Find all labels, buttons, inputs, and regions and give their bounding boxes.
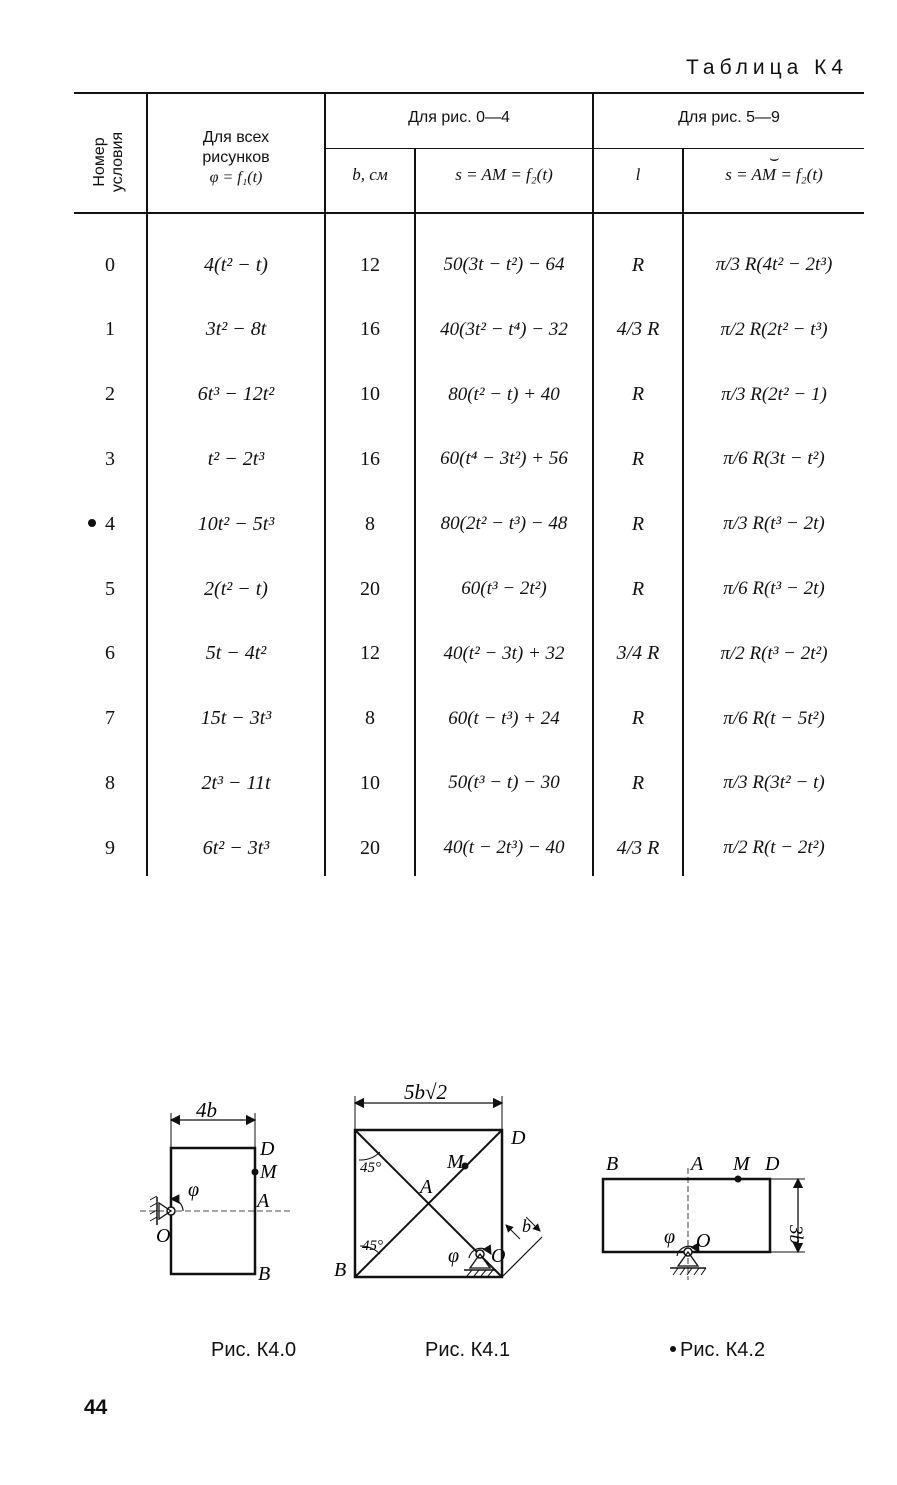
cell-s: 50(t³ − t) − 30 <box>448 772 560 794</box>
cell-phi: 5t − 4t² <box>205 642 267 665</box>
cell-s-arc: π/6 R(t − 5t²) <box>723 707 825 729</box>
cell-s-arc: π/6 R(3t − t²) <box>723 448 825 470</box>
cell-b: 10 <box>360 771 380 794</box>
header-l: l <box>635 165 641 184</box>
cell-s: 80(2t² − t³) − 48 <box>440 513 568 535</box>
k41-width-label: 5b√2 <box>404 1080 448 1104</box>
k42-height-label: 3b <box>785 1225 806 1244</box>
figures-area <box>0 1080 897 1480</box>
cell-b: 10 <box>360 383 380 406</box>
header-condition-no <box>91 124 131 200</box>
table-top-rule <box>74 92 864 94</box>
table-subheader-rule <box>325 148 864 149</box>
k41-angle-top: 45° <box>360 1160 381 1176</box>
cell-l: 4/3 R <box>616 318 660 341</box>
cell-l: R <box>631 577 645 600</box>
cell-s-arc: π/6 R(t³ − 2t) <box>723 578 825 599</box>
cell-phi: 4(t² − t) <box>204 253 268 276</box>
cell-s: 60(t⁴ − 3t²) + 56 <box>440 448 568 470</box>
cell-l: R <box>631 447 645 470</box>
header-condition-line1: Номер <box>91 137 108 187</box>
cell-condition-no: 2 <box>105 383 115 406</box>
k41-label-a: A <box>420 1176 433 1198</box>
cell-s: 40(3t² − t⁴) − 32 <box>440 318 568 340</box>
header-all-line3: φ = f₁(t) <box>209 169 263 186</box>
cell-s: 60(t³ − 2t²) <box>461 578 547 599</box>
k41-label-o: O <box>491 1245 506 1267</box>
figure-k4-0 <box>140 1098 290 1285</box>
cell-l: R <box>631 512 645 535</box>
k40-label-phi: φ <box>188 1179 200 1201</box>
page-number: 44 <box>84 1396 108 1419</box>
cell-condition-no: 1 <box>105 318 115 341</box>
cell-s-arc: π/3 R(3t² − t) <box>723 772 825 794</box>
cell-b: 12 <box>360 642 380 665</box>
figure-k4-1 <box>334 1080 542 1281</box>
cell-b: 8 <box>365 707 375 730</box>
cell-b: 20 <box>360 836 380 859</box>
cell-l: R <box>631 707 645 730</box>
arc-mark-icon: ⌣ <box>769 150 780 167</box>
cell-phi: 3t² − 8t <box>205 318 267 341</box>
cell-l: R <box>631 253 645 276</box>
cell-s-arc: π/3 R(2t² − 1) <box>721 383 827 405</box>
cell-condition-no: 7 <box>105 707 115 730</box>
cell-phi: t² − 2t³ <box>207 447 265 470</box>
k42-label-m: M <box>733 1153 750 1175</box>
cell-b: 20 <box>360 577 380 600</box>
cell-b: 16 <box>360 447 380 470</box>
k42-label-d: D <box>765 1153 780 1175</box>
header-s-arc-am <box>684 150 864 192</box>
table-header-rule <box>74 212 864 214</box>
caption-k4-1: Рис. К4.1 <box>425 1339 511 1361</box>
cell-phi: 6t³ − 12t² <box>197 383 275 406</box>
cell-s: 60(t − t³) + 24 <box>448 707 560 729</box>
k42-label-b: B <box>606 1153 619 1175</box>
caption-k4-0: Рис. К4.0 <box>211 1339 297 1361</box>
selected-figure-marker <box>670 1346 676 1352</box>
k41-label-d: D <box>511 1127 526 1149</box>
cell-phi: 6t² − 3t³ <box>202 836 270 859</box>
cell-s-arc: π/3 R(4t² − 2t³) <box>715 254 833 275</box>
k41-offset-label: b <box>522 1216 531 1236</box>
header-all-figures <box>148 120 324 196</box>
header-group-0-4: Для рис. 0—4 <box>408 109 510 126</box>
header-all-line1: Для всех <box>202 129 270 146</box>
cell-s-arc: π/3 R(t³ − 2t) <box>723 513 825 535</box>
cell-condition-no: 4 <box>105 512 115 535</box>
cell-l: 3/4 R <box>616 642 660 665</box>
k40-label-d: D <box>260 1138 275 1160</box>
header-s-am: s = AM = f₂(t) <box>455 165 553 184</box>
k42-label-a: A <box>691 1153 704 1175</box>
cell-condition-no: 9 <box>105 836 115 859</box>
table-col-divider <box>592 93 594 876</box>
cell-condition-no: 5 <box>105 577 115 600</box>
header-s-arc-text: s = AM = f₂(t) <box>725 165 823 184</box>
k41-label-phi: φ <box>448 1245 460 1267</box>
k42-label-o: O <box>696 1230 711 1252</box>
header-group-5-9: Для рис. 5—9 <box>678 109 780 126</box>
k41-angle-bottom: 45° <box>362 1238 383 1254</box>
cell-b: 12 <box>360 253 380 276</box>
cell-s-arc: π/2 R(t³ − 2t²) <box>720 642 828 664</box>
cell-condition-no: 6 <box>105 642 115 665</box>
table-col-divider <box>146 93 148 876</box>
cell-l: 4/3 R <box>616 836 660 859</box>
k40-width-label: 4b <box>196 1098 217 1122</box>
table-caption: Таблица К4 <box>686 56 849 79</box>
cell-b: 8 <box>365 512 375 535</box>
header-all-line2: рисунков <box>202 149 270 166</box>
caption-k4-2: Рис. К4.2 <box>680 1339 766 1361</box>
cell-s: 80(t² − t) + 40 <box>448 383 560 405</box>
table-col-divider <box>324 93 326 876</box>
k40-label-a: A <box>257 1190 270 1212</box>
cell-s: 50(3t − t²) − 64 <box>443 254 565 275</box>
k42-label-phi: φ <box>664 1226 676 1248</box>
k40-label-o: O <box>156 1225 171 1247</box>
figure-k4-2 <box>603 1153 806 1280</box>
cell-condition-no: 3 <box>105 447 115 470</box>
cell-phi: 10t² − 5t³ <box>197 512 275 535</box>
k41-label-b: B <box>334 1259 347 1281</box>
header-b-cm: b, см <box>352 165 388 184</box>
cell-l: R <box>631 771 645 794</box>
header-condition-line2: условия <box>109 131 126 193</box>
cell-s-arc: π/2 R(2t² − t³) <box>720 318 828 340</box>
cell-s: 40(t² − 3t) + 32 <box>443 642 565 664</box>
cell-phi: 2(t² − t) <box>204 577 268 600</box>
cell-condition-no: 0 <box>105 253 115 276</box>
cell-s: 40(t − 2t³) − 40 <box>443 837 565 859</box>
k40-label-m: M <box>260 1161 277 1183</box>
cell-phi: 2t³ − 11t <box>201 771 271 794</box>
k40-label-b: B <box>258 1263 271 1285</box>
cell-s-arc: π/2 R(t − 2t²) <box>723 837 825 859</box>
cell-condition-no: 8 <box>105 771 115 794</box>
k41-label-m: M <box>447 1151 464 1173</box>
cell-b: 16 <box>360 318 380 341</box>
cell-l: R <box>631 383 645 406</box>
cell-phi: 15t − 3t³ <box>200 707 272 730</box>
